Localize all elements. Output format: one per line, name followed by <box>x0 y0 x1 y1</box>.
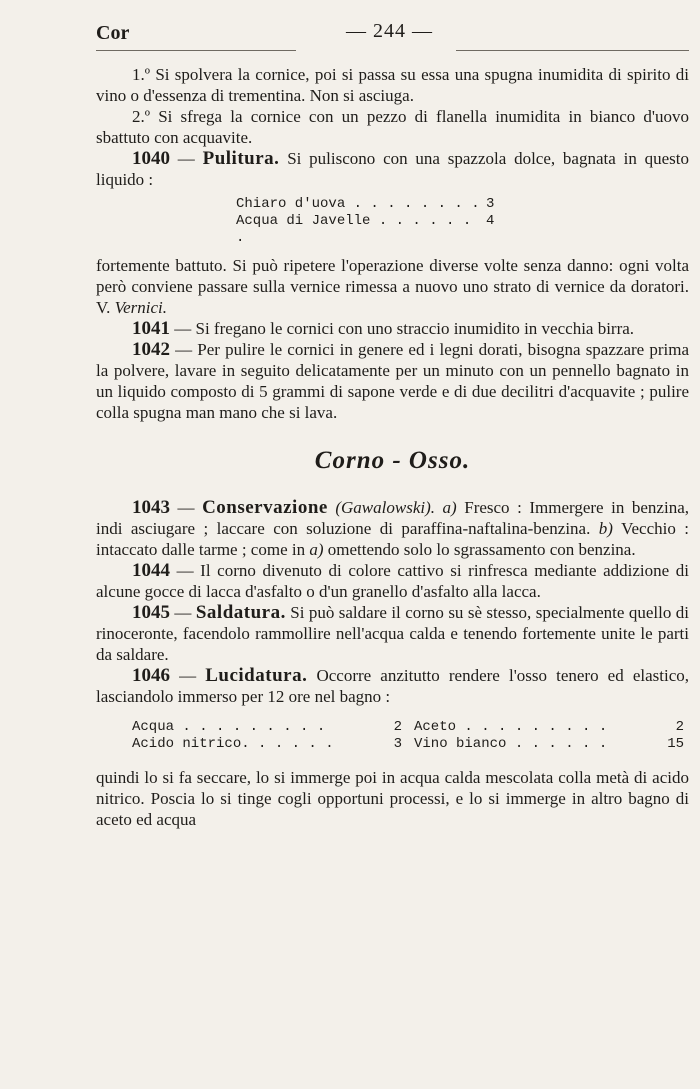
ingredient-name: Aceto . . . . . . . . . <box>414 719 608 735</box>
entry-text: Occorre anzitutto rendere l'osso tenero ed elastico, lasciandolo immerso per 12 ore nel bagno : <box>96 666 690 706</box>
ingredient-amount: 15 <box>667 736 684 752</box>
header-rule-left <box>96 50 296 51</box>
header-rule-right <box>456 50 689 51</box>
ingredient-name: Acqua . . . . . . . . . <box>132 719 326 735</box>
entry-1045 <box>96 602 689 665</box>
ingredient-amount: 2 <box>675 719 684 735</box>
recipe-column-right <box>414 719 684 753</box>
recipe-row <box>132 736 402 753</box>
entry-number: 1045 <box>132 602 170 623</box>
entry-text: — Si fregano le cornici con uno straccio inumidito in vecchia birra. <box>170 319 635 338</box>
entry-separator: — <box>170 666 206 685</box>
recipe-row <box>414 719 684 736</box>
entry-1046-continued: quindi lo si fa seccare, lo si immerge poi in acqua calda mescolata colla metà di acido nitrico. Poscia lo si tinge cogli opportuni processi, e lo si immerge in altro bagno di aceto ed acqua <box>96 768 689 829</box>
recipe-row <box>236 213 556 247</box>
entry-separator: — <box>170 149 203 168</box>
entry-number: 1041 <box>132 318 170 339</box>
entry-title: Saldatura. <box>195 602 286 623</box>
entry-number: 1040 <box>132 148 170 169</box>
cross-reference: Vernici. <box>114 298 167 317</box>
entry-1040-continued <box>96 255 689 318</box>
entry-separator: — <box>170 603 196 622</box>
recipe-1040 <box>236 196 556 247</box>
recipe-row <box>236 196 556 213</box>
entry-title: Lucidatura. <box>205 665 308 686</box>
entry-text: — Il corno divenuto di colore cattivo si rinfresca mediante addizione di alcune gocce di lacca d'asfalto o d'un granello d'asfalto alla lacca. <box>96 561 689 601</box>
entry-author: (Gawalowski). <box>335 498 435 517</box>
entry-1046 <box>96 665 689 707</box>
ingredient-amount: 4 <box>486 213 495 229</box>
entry-number: 1044 <box>132 560 170 581</box>
entry-1042 <box>96 339 689 423</box>
recipe-row <box>414 736 684 753</box>
ingredient-name: Acqua di Javelle . . . . . . . <box>236 213 472 246</box>
page-number: — 244 — <box>346 20 433 42</box>
entry-title: Conservazione <box>202 497 328 518</box>
entry-text: Si può saldare il corno su sè stesso, specialmente quello di rinoceronte, facendolo rammollire nell'acqua calda e tenendo fortemente unite le parti da saldare. <box>96 603 690 664</box>
section-title: Corno - Osso. <box>314 447 471 474</box>
entry-1044 <box>96 560 689 602</box>
entry-text: omettendo solo lo sgrassamento con benzina. <box>323 540 636 559</box>
recipe-row <box>132 719 402 736</box>
entry-number: 1043 <box>132 497 170 518</box>
entry-text: Vecchio : intaccato dalle tarme ; come in <box>96 519 690 559</box>
paragraph-2: 2.º Si sfrega la cornice con un pezzo di flanella inumidita in bianco d'uovo sbattuto con acquavite. <box>96 107 689 147</box>
ingredient-name: Chiaro d'uova . . . . . . . . <box>236 196 480 212</box>
entry-title: Pulitura. <box>202 148 280 169</box>
running-head: Cor <box>96 22 130 44</box>
ingredient-amount: 3 <box>393 736 402 752</box>
entry-number: 1042 <box>132 339 170 360</box>
entry-number: 1046 <box>132 665 170 686</box>
page-header <box>96 18 689 54</box>
entry-text: Fresco : Immergere in benzina, indi asciugare ; laccare con soluzione di paraffina-naftalina-benzina. <box>96 498 689 538</box>
page <box>96 18 689 830</box>
item-label: a) <box>435 498 457 517</box>
entry-1041 <box>96 318 689 339</box>
recipe-1046 <box>132 719 689 753</box>
entry-text: fortemente battuto. Si può ripetere l'operazione diverse volte senza danno: ogni volta però conviene passare sulla vernice rimessa a nuovo uno strato di vernice da doratori. V. <box>96 256 689 317</box>
item-label: b) <box>590 519 613 538</box>
entry-1040 <box>96 148 689 190</box>
ingredient-amount: 2 <box>393 719 402 735</box>
entry-1043 <box>96 497 689 560</box>
paragraph-1: 1.º Si spolvera la cornice, poi si passa su essa una spugna inumidita di spirito di vino o d'essenza di trementina. Non si asciuga. <box>96 65 689 105</box>
recipe-column-left <box>132 719 402 753</box>
ingredient-amount: 3 <box>486 196 495 212</box>
item-reference: a) <box>309 540 324 559</box>
ingredient-name: Acido nitrico. . . . . . <box>132 736 334 752</box>
entry-text: — Per pulire le cornici in genere ed i legni dorati, bisogna spazzare prima la polvere, lavare in seguito delicatamente per un minuto con un pennello bagnato in un liquido composto di 5 grammi di sapone verde e di due decilitri d'acquavite ; pulire colla spugna man mano che si lava. <box>96 340 689 422</box>
entry-text: Si puliscono con una spazzola dolce, bagnata in questo liquido : <box>96 149 689 189</box>
ingredient-name: Vino bianco . . . . . . <box>414 736 608 752</box>
entry-separator: — <box>170 498 203 517</box>
